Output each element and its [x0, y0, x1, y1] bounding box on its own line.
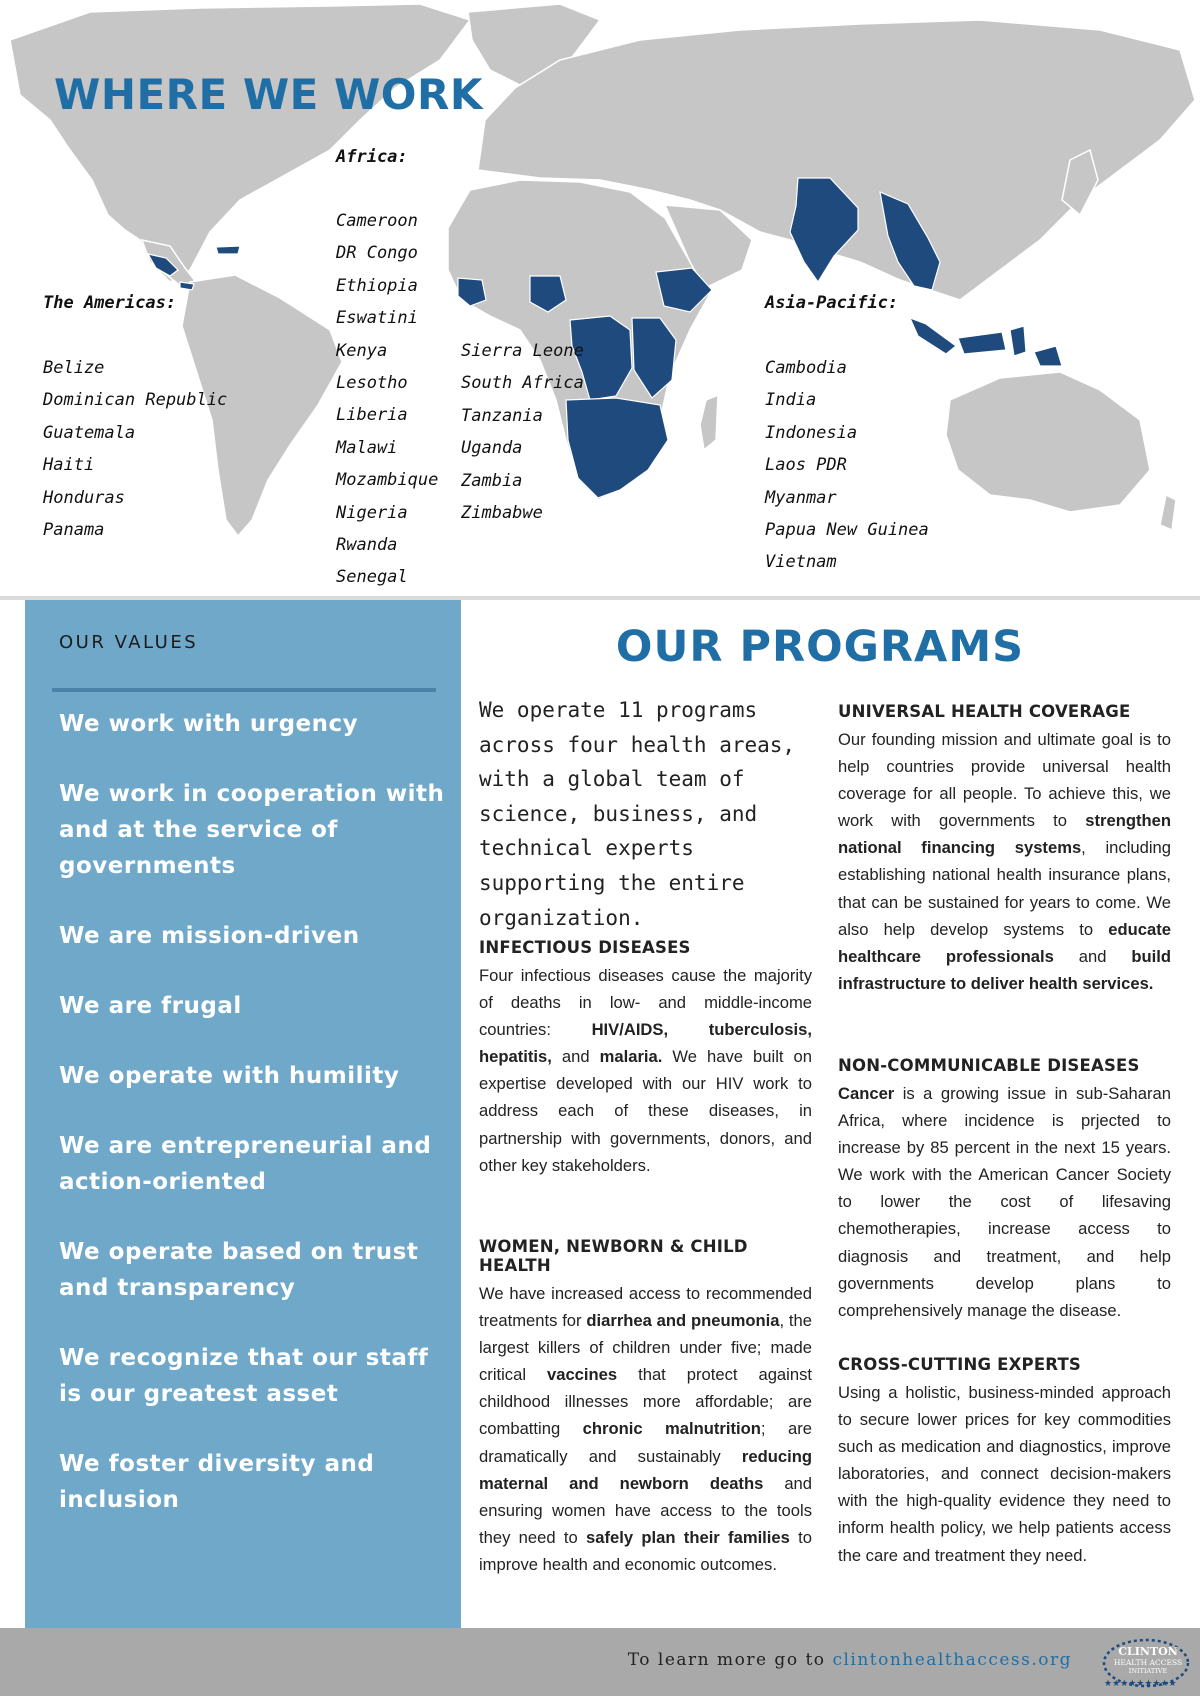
program-heading: NON-COMMUNICABLE DISEASES [838, 1056, 1140, 1075]
map-hi-sulawesi [1010, 326, 1026, 356]
value-item: We are frugal [59, 993, 242, 1019]
programs-title: OUR PROGRAMS [615, 622, 1025, 672]
values-heading: OUR VALUES [59, 632, 199, 653]
program-heading: UNIVERSAL HEALTH COVERAGE [838, 702, 1131, 721]
program-universal-health-coverage [838, 702, 1171, 997]
chai-logo [1100, 1636, 1192, 1690]
value-item: We recognize that our staff is our greatest asset [59, 1345, 429, 1407]
program-non-communicable-diseases [838, 1056, 1171, 1324]
country-item: Guatemala [43, 422, 136, 443]
country-item: Malawi [336, 437, 398, 458]
country-item: Belize [43, 358, 105, 378]
program-body: Our founding mission and ultimate goal is to help countries provide universal health coverage for all people. To achieve this, we work with governments to strengthen national financing systems, including establishing national health insurance plans, that can be sustained for years to come. We also help develop systems to educate healthcare professionals and build infrastructure to deliver health services. [838, 730, 1171, 993]
map-hi-sumatra [910, 318, 956, 354]
country-item: Kenya [336, 340, 388, 361]
footer-text: To learn more go to clintonhealthaccess.org [627, 1650, 1072, 1670]
africa-country-list-col1 [336, 205, 438, 594]
country-item: Liberia [336, 405, 408, 426]
where-we-work-title: WHERE WE WORK [54, 70, 483, 119]
asia-pacific-heading: Asia-Pacific: [765, 293, 899, 313]
values-panel [25, 600, 461, 1628]
programs-intro: We operate 11 programs across four health areas, with a global team of science, business, and technical experts supporting the entire organization. [479, 698, 796, 930]
program-body: Cancer is a growing issue in sub-Saharan Africa, where incidence is prjected to increase by 85 percent in the next 15 years. We work with the American Cancer Society to lower the cost of lifesaving chemotherapies, increase access to diagnosis and treatment, and help governments develop plans to comprehensively manage the disease. [838, 1084, 1171, 1320]
americas-heading: The Americas: [43, 293, 177, 313]
country-item: Honduras [43, 487, 125, 508]
country-item: Zambia [461, 470, 523, 491]
country-item: South Africa [461, 373, 584, 394]
americas-country-list [43, 352, 227, 546]
program-body: Four infectious diseases cause the majority of deaths in low- and middle-income countries: HIV/AIDS, tuberculosis, hepatitis, and malaria. We have built on expertise developed with our HIV work to address each of these diseases, in partnership with governments, donors, and other key stakeholders. [479, 966, 812, 1175]
africa-heading: Africa: [336, 147, 408, 167]
values-list [59, 706, 449, 1552]
country-item: Papua New Guinea [765, 519, 929, 540]
value-item: We operate with humility [59, 1063, 400, 1089]
value-item: We foster diversity and inclusion [59, 1451, 375, 1513]
value-item: We are entrepreneurial and action-oriented [59, 1133, 432, 1195]
country-item: Myanmar [765, 487, 837, 508]
country-item: Dominican Republic [43, 390, 228, 411]
country-item: Haiti [43, 455, 95, 476]
country-item: Vietnam [765, 552, 837, 573]
website-link[interactable]: clintonhealthaccess.org [832, 1650, 1072, 1670]
value-item: We are mission-driven [59, 923, 360, 949]
value-item: We work with urgency [59, 711, 359, 737]
country-item: Ethiopia [336, 275, 418, 296]
program-body: We have increased access to recommended treatments for diarrhea and pneumonia, the largest killers of children under five; made critical vaccines that protect against childhood illnesses more affordable; are combatting chronic malnutrition; are dramatically and sustainably reducing maternal and newborn deaths and ensuring women have access to the tools they need to safely plan their families to improve health and economic outcomes. [479, 1284, 813, 1574]
value-item: We operate based on trust and transparency [59, 1239, 419, 1301]
country-item: Panama [43, 519, 105, 540]
country-item: Senegal [336, 567, 408, 588]
program-infectious-diseases [479, 938, 812, 1179]
values-divider [52, 688, 436, 692]
program-heading: CROSS-CUTTING EXPERTS [838, 1355, 1082, 1374]
map-hi-java-borneo [958, 332, 1006, 354]
asia-pacific-country-list [765, 352, 929, 579]
svg-text:★★★★★★★★★: ★★★★★★★★★ [1104, 1679, 1177, 1689]
country-item: Rwanda [336, 534, 398, 555]
value-item: We work in cooperation with and at the service of governments [59, 781, 445, 879]
program-heading: INFECTIOUS DISEASES [479, 938, 691, 957]
logo-text: CLINTON HEALTH ACCESS INITIATIVE [1113, 1645, 1183, 1675]
country-item: Cambodia [765, 358, 847, 378]
map-madagascar [700, 395, 718, 450]
map-hi-hispaniola [216, 246, 240, 254]
map-australia [946, 372, 1150, 512]
country-item: Indonesia [765, 422, 858, 443]
country-item: Nigeria [336, 502, 408, 523]
country-item: Zimbabwe [461, 502, 543, 523]
map-hi-papua [1034, 346, 1062, 366]
map-hi-west-africa [458, 278, 486, 306]
program-heading: WOMEN, NEWBORN & CHILD HEALTH [479, 1237, 748, 1275]
country-item: Laos PDR [765, 455, 847, 476]
map-new-zealand [1160, 495, 1176, 530]
program-women-newborn-child-health [479, 1237, 812, 1578]
country-item: India [765, 390, 817, 411]
where-we-work-section [0, 0, 1200, 596]
program-body: Using a holistic, business-minded approach to secure lower prices for key commodities such as medication and diagnostics, improve laboratories, and connect decision-makers with the high-quality evidence they need to inform health policy, we help patients access the care and treatment they need. [838, 1383, 1171, 1565]
country-item: Tanzania [461, 405, 543, 426]
country-item: Eswatini [336, 308, 418, 329]
footer [0, 1628, 1200, 1696]
map-hi-panama [180, 282, 194, 290]
country-item: Mozambique [336, 470, 439, 491]
country-item: Sierra Leone [461, 341, 584, 361]
program-cross-cutting-experts [838, 1355, 1171, 1569]
country-item: Lesotho [336, 372, 408, 393]
country-item: Cameroon [336, 211, 418, 231]
country-item: DR Congo [336, 243, 418, 264]
africa-country-list-col2 [461, 335, 584, 529]
country-item: Uganda [461, 438, 523, 459]
